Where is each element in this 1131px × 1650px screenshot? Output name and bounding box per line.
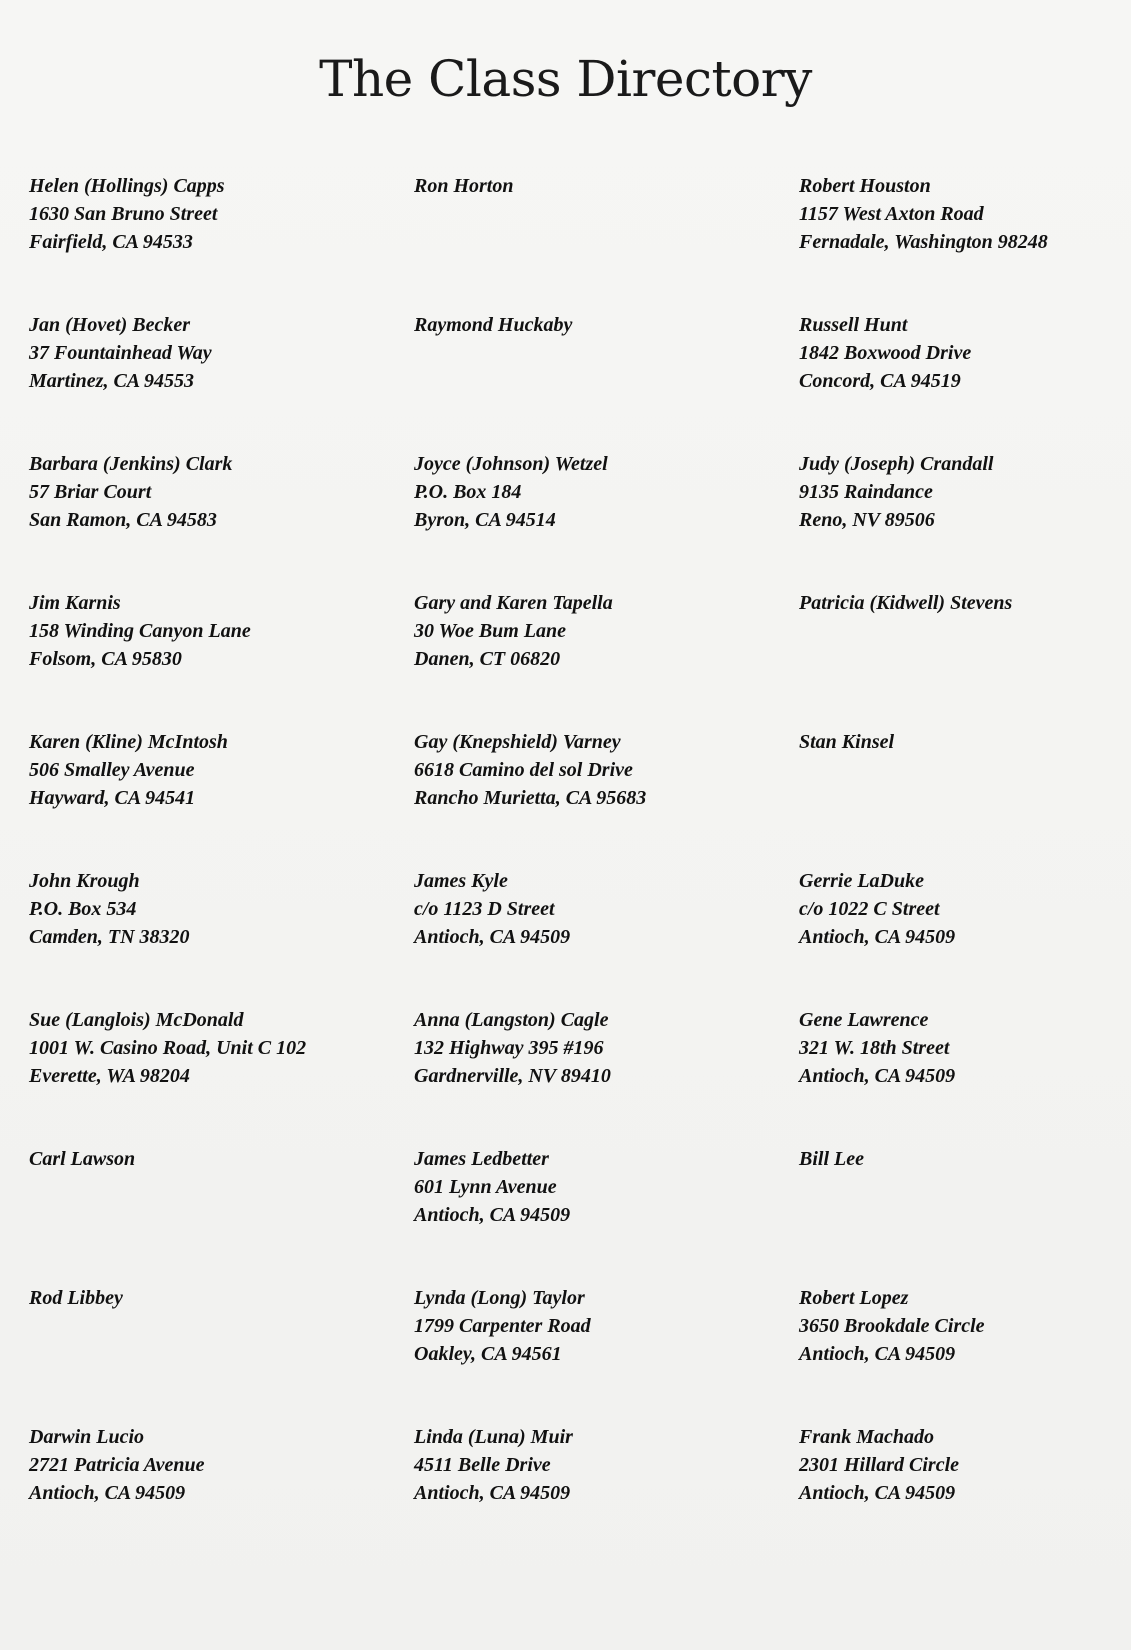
entry-name: Anna (Langston) Cagle [414, 1009, 609, 1031]
directory-entry [29, 1284, 414, 1423]
directory-entry [799, 589, 1109, 728]
entry-address: 132 Highway 395 #196 [414, 1037, 604, 1059]
entry-name: James Kyle [414, 870, 508, 892]
directory-entry [799, 728, 1109, 867]
entry-city: Everette, WA 98204 [29, 1065, 190, 1087]
directory-entry [799, 867, 1109, 1006]
directory-entry [799, 1423, 1109, 1562]
directory-entry [29, 311, 414, 450]
entry-name: Darwin Lucio [29, 1426, 145, 1448]
entry-name: Carl Lawson [29, 1148, 136, 1170]
entry-address: 1001 W. Casino Road, Unit C 102 [29, 1037, 307, 1059]
entry-address: c/o 1123 D Street [414, 898, 555, 920]
entry-address: 601 Lynn Avenue [414, 1176, 557, 1198]
entry-name: Jim Karnis [29, 592, 121, 614]
directory-entry [414, 1284, 799, 1423]
directory-entry [799, 172, 1109, 311]
entry-name: Sue (Langlois) McDonald [29, 1009, 244, 1031]
entry-city: Hayward, CA 94541 [29, 787, 196, 809]
directory-entry [414, 589, 799, 728]
entry-city: Danen, CT 06820 [414, 648, 561, 670]
entry-name: John Krough [29, 870, 140, 892]
directory-entry [414, 1423, 799, 1562]
entry-address: 3650 Brookdale Circle [799, 1315, 985, 1337]
entry-name: Judy (Joseph) Crandall [799, 453, 994, 475]
directory-entry [414, 728, 799, 867]
entry-city: Oakley, CA 94561 [414, 1343, 562, 1365]
entry-city: Antioch, CA 94509 [414, 1482, 571, 1504]
entry-city: Folsom, CA 95830 [29, 648, 182, 670]
entry-name: Linda (Luna) Muir [414, 1426, 573, 1448]
entry-name: Robert Lopez [799, 1287, 909, 1309]
entry-address: c/o 1022 C Street [799, 898, 940, 920]
entry-city: Camden, TN 38320 [29, 926, 190, 948]
entry-address: 158 Winding Canyon Lane [29, 620, 251, 642]
directory-entry [799, 450, 1109, 589]
entry-name: Patricia (Kidwell) Stevens [799, 592, 1013, 614]
entry-city: Antioch, CA 94509 [799, 1065, 956, 1087]
entry-city: Reno, NV 89506 [799, 509, 935, 531]
directory-entry [414, 311, 799, 450]
entry-name: Karen (Kline) McIntosh [29, 731, 228, 753]
entry-address: 1842 Boxwood Drive [799, 342, 972, 364]
entry-address: P.O. Box 184 [414, 481, 522, 503]
entry-name: Helen (Hollings) Capps [29, 175, 225, 197]
directory-entry [29, 1423, 414, 1562]
directory-entry [29, 589, 414, 728]
entry-name: Raymond Huckaby [414, 314, 573, 336]
entry-name: Gerrie LaDuke [799, 870, 924, 892]
entry-address: 1157 West Axton Road [799, 203, 984, 225]
entry-name: James Ledbetter [414, 1148, 549, 1170]
directory-entry [414, 450, 799, 589]
entry-address: 1799 Carpenter Road [414, 1315, 591, 1337]
entry-name: Lynda (Long) Taylor [414, 1287, 585, 1309]
directory-grid [29, 172, 1109, 1562]
entry-city: Martinez, CA 94553 [29, 370, 195, 392]
entry-name: Bill Lee [799, 1148, 864, 1170]
entry-city: Fairfield, CA 94533 [29, 231, 193, 253]
entry-address: 37 Fountainhead Way [29, 342, 212, 364]
entry-city: Antioch, CA 94509 [29, 1482, 186, 1504]
entry-address: 321 W. 18th Street [799, 1037, 950, 1059]
directory-entry [799, 1006, 1109, 1145]
entry-name: Frank Machado [799, 1426, 935, 1448]
entry-address: 30 Woe Bum Lane [414, 620, 567, 642]
directory-entry [29, 450, 414, 589]
entry-city: Rancho Murietta, CA 95683 [414, 787, 647, 809]
entry-name: Gary and Karen Tapella [414, 592, 613, 614]
entry-name: Rod Libbey [29, 1287, 123, 1309]
entry-name: Robert Houston [799, 175, 931, 197]
entry-address: 9135 Raindance [799, 481, 933, 503]
entry-name: Ron Horton [414, 175, 514, 197]
entry-address: P.O. Box 534 [29, 898, 137, 920]
entry-city: Antioch, CA 94509 [414, 1204, 571, 1226]
entry-name: Gene Lawrence [799, 1009, 929, 1031]
entry-name: Joyce (Johnson) Wetzel [414, 453, 608, 475]
entry-address: 1630 San Bruno Street [29, 203, 218, 225]
directory-entry [414, 172, 799, 311]
directory-entry [414, 867, 799, 1006]
entry-city: Byron, CA 94514 [414, 509, 556, 531]
directory-entry [414, 1145, 799, 1284]
directory-entry [29, 867, 414, 1006]
page-title: The Class Directory [319, 50, 812, 108]
entry-city: Antioch, CA 94509 [414, 926, 571, 948]
directory-entry [29, 1006, 414, 1145]
directory-entry [29, 172, 414, 311]
entry-city: Antioch, CA 94509 [799, 1482, 956, 1504]
entry-city: Concord, CA 94519 [799, 370, 961, 392]
directory-entry [29, 728, 414, 867]
entry-name: Stan Kinsel [799, 731, 895, 753]
entry-address: 4511 Belle Drive [414, 1454, 551, 1476]
directory-entry [799, 1284, 1109, 1423]
entry-name: Gay (Knepshield) Varney [414, 731, 621, 753]
entry-name: Barbara (Jenkins) Clark [29, 453, 233, 475]
entry-city: Antioch, CA 94509 [799, 926, 956, 948]
entry-name: Jan (Hovet) Becker [29, 314, 191, 336]
entry-address: 2301 Hillard Circle [799, 1454, 959, 1476]
entry-city: Antioch, CA 94509 [799, 1343, 956, 1365]
entry-address: 57 Briar Court [29, 481, 152, 503]
directory-entry [414, 1006, 799, 1145]
entry-address: 2721 Patricia Avenue [29, 1454, 205, 1476]
entry-city: San Ramon, CA 94583 [29, 509, 217, 531]
entry-city: Fernadale, Washington 98248 [799, 231, 1048, 253]
entry-address: 6618 Camino del sol Drive [414, 759, 633, 781]
entry-name: Russell Hunt [799, 314, 908, 336]
directory-entry [799, 1145, 1109, 1284]
directory-entry [29, 1145, 414, 1284]
entry-address: 506 Smalley Avenue [29, 759, 195, 781]
directory-entry [799, 311, 1109, 450]
entry-city: Gardnerville, NV 89410 [414, 1065, 611, 1087]
